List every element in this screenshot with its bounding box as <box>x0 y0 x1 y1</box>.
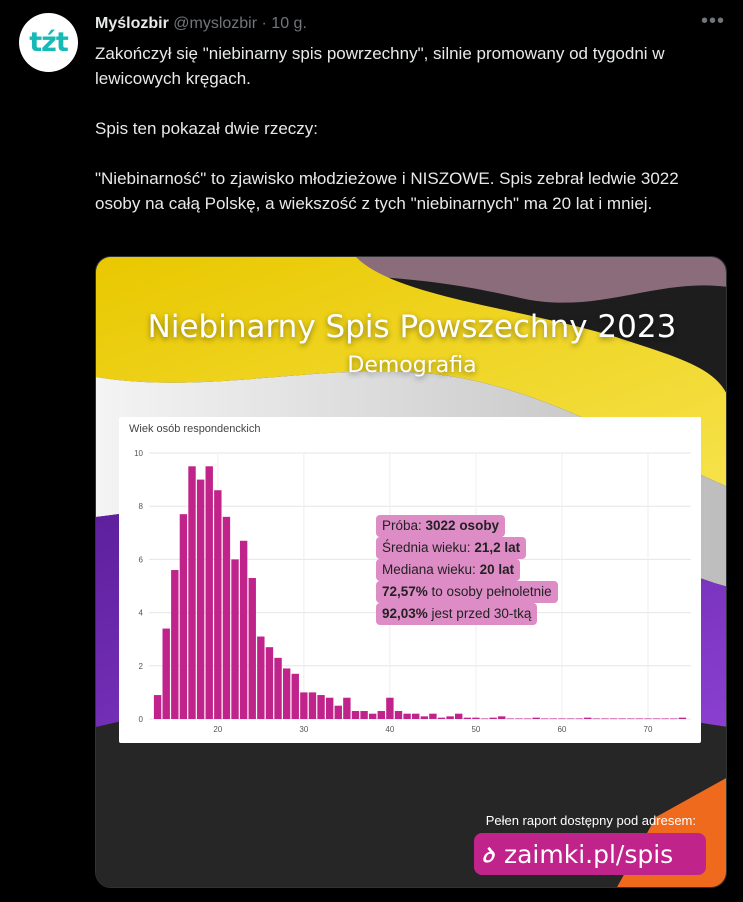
tweet-paragraph: Zakończył się "niebinarny spis powrzechny", silnie promowany od tygodni w lewicowych kręgach. <box>95 44 665 88</box>
histogram-bar <box>567 718 574 719</box>
y-tick-label: 8 <box>138 502 143 512</box>
histogram-bar <box>644 718 651 719</box>
histogram-bar <box>274 658 281 719</box>
x-tick-label: 50 <box>471 725 481 734</box>
histogram-bar <box>171 570 178 719</box>
histogram-bar <box>378 711 385 719</box>
histogram-bar <box>575 718 582 719</box>
avatar[interactable] <box>19 13 78 72</box>
histogram-bar <box>197 480 204 719</box>
histogram-bar <box>335 706 342 719</box>
histogram-bar <box>558 718 565 719</box>
stat-sample: Próba: 3022 osoby <box>376 515 505 537</box>
histogram-bar <box>223 517 230 719</box>
x-tick-label: 70 <box>643 725 653 734</box>
x-tick-label: 20 <box>213 725 223 734</box>
tweet-paragraph: "Niebinarność" to zjawisko młodzieżowe i NISZOWE. Spis zebrał ledwie 3022 osoby na całą Polskę, a wiekszość z tych "niebinarnych" ma 20 lat i mniej. <box>95 169 679 213</box>
histogram-bar <box>180 514 187 719</box>
infographic-title: Niebinarny Spis Powszechny 2023 <box>147 309 677 345</box>
histogram-bar <box>292 674 299 719</box>
histogram-bar <box>489 718 496 719</box>
histogram-bar <box>343 698 350 719</box>
histogram-bar <box>421 716 428 719</box>
histogram-bar <box>610 718 617 719</box>
histogram-bar <box>300 692 307 719</box>
histogram-bar <box>231 559 238 719</box>
histogram-bar <box>464 718 471 719</box>
histogram-bar <box>326 698 333 719</box>
histogram-bar <box>679 718 686 719</box>
tweet-header <box>95 14 307 34</box>
histogram-bar <box>618 718 625 719</box>
histogram-bar <box>438 718 445 719</box>
tweet-time[interactable]: 10 g. <box>271 15 307 32</box>
histogram-bar <box>352 711 359 719</box>
histogram-bar <box>317 695 324 719</box>
stat-mean-age: Średnia wieku: 21,2 lat <box>376 537 526 559</box>
tweet-paragraph: Spis ten pokazał dwie rzeczy: <box>95 119 318 138</box>
histogram-bar <box>309 692 316 719</box>
author-handle[interactable]: @myslozbir <box>173 15 258 32</box>
histogram-bar <box>472 718 479 719</box>
histogram-bar <box>455 714 462 719</box>
histogram-bar <box>240 541 247 719</box>
histogram-bar <box>283 668 290 719</box>
y-tick-label: 10 <box>134 449 143 458</box>
avatar-logo-text: tźt <box>29 27 68 58</box>
histogram-bar <box>670 718 677 719</box>
histogram-bar <box>507 718 514 719</box>
report-footer-label: Pełen raport dostępny pod adresem: <box>485 813 696 828</box>
y-tick-label: 4 <box>138 608 143 618</box>
x-tick-label: 60 <box>557 725 567 734</box>
author-name[interactable]: Myślozbir <box>95 15 169 32</box>
chart-title: Wiek osób respondenckich <box>129 423 261 435</box>
infographic-subtitle: Demografia <box>347 353 477 378</box>
histogram-bar <box>395 711 402 719</box>
histogram-bar <box>249 578 256 719</box>
tweet-text <box>95 41 725 241</box>
histogram-bar <box>584 718 591 719</box>
histogram-bar <box>593 718 600 719</box>
header-separator: · <box>261 15 267 32</box>
x-tick-label: 40 <box>385 725 395 734</box>
stats-box <box>376 515 558 625</box>
x-tick-label: 30 <box>299 725 309 734</box>
histogram-bar <box>403 714 410 719</box>
histogram-bar <box>214 490 221 719</box>
link-icon: ꝺ <box>479 844 500 867</box>
histogram-bar <box>524 718 531 719</box>
stat-adults: 72,57% to osoby pełnoletnie <box>376 581 558 603</box>
histogram-bar <box>369 714 376 719</box>
report-link[interactable] <box>474 833 706 875</box>
histogram-bar <box>154 695 161 719</box>
histogram-bar <box>636 718 643 719</box>
histogram-bar <box>386 698 393 719</box>
histogram-bar <box>541 718 548 719</box>
stat-median-age: Mediana wieku: 20 lat <box>376 559 520 581</box>
histogram-bar <box>515 718 522 719</box>
stat-under-30: 92,03% jest przed 30-tką <box>376 603 537 625</box>
y-tick-label: 6 <box>138 555 143 565</box>
histogram-bar <box>601 718 608 719</box>
report-link-text: zaimki.pl/spis <box>503 839 674 869</box>
histogram-bar <box>532 718 539 719</box>
tweet-media-image[interactable] <box>95 256 727 888</box>
histogram-bar <box>188 466 195 719</box>
histogram-bar <box>257 637 264 719</box>
histogram-bar <box>429 714 436 719</box>
histogram-bar <box>412 714 419 719</box>
y-tick-label: 2 <box>138 661 143 671</box>
histogram-bar <box>661 718 668 719</box>
histogram-bar <box>481 718 488 719</box>
histogram-bar <box>498 716 505 719</box>
histogram-bar <box>627 718 634 719</box>
more-horizontal-icon[interactable]: ••• <box>700 10 725 32</box>
y-tick-label: 0 <box>138 715 143 724</box>
histogram-bar <box>206 466 213 719</box>
histogram-bar <box>266 647 273 719</box>
histogram-bar <box>446 716 453 719</box>
histogram-bar <box>360 711 367 719</box>
histogram-bar <box>550 718 557 719</box>
histogram-bar <box>653 718 660 719</box>
histogram-bar <box>163 629 170 719</box>
